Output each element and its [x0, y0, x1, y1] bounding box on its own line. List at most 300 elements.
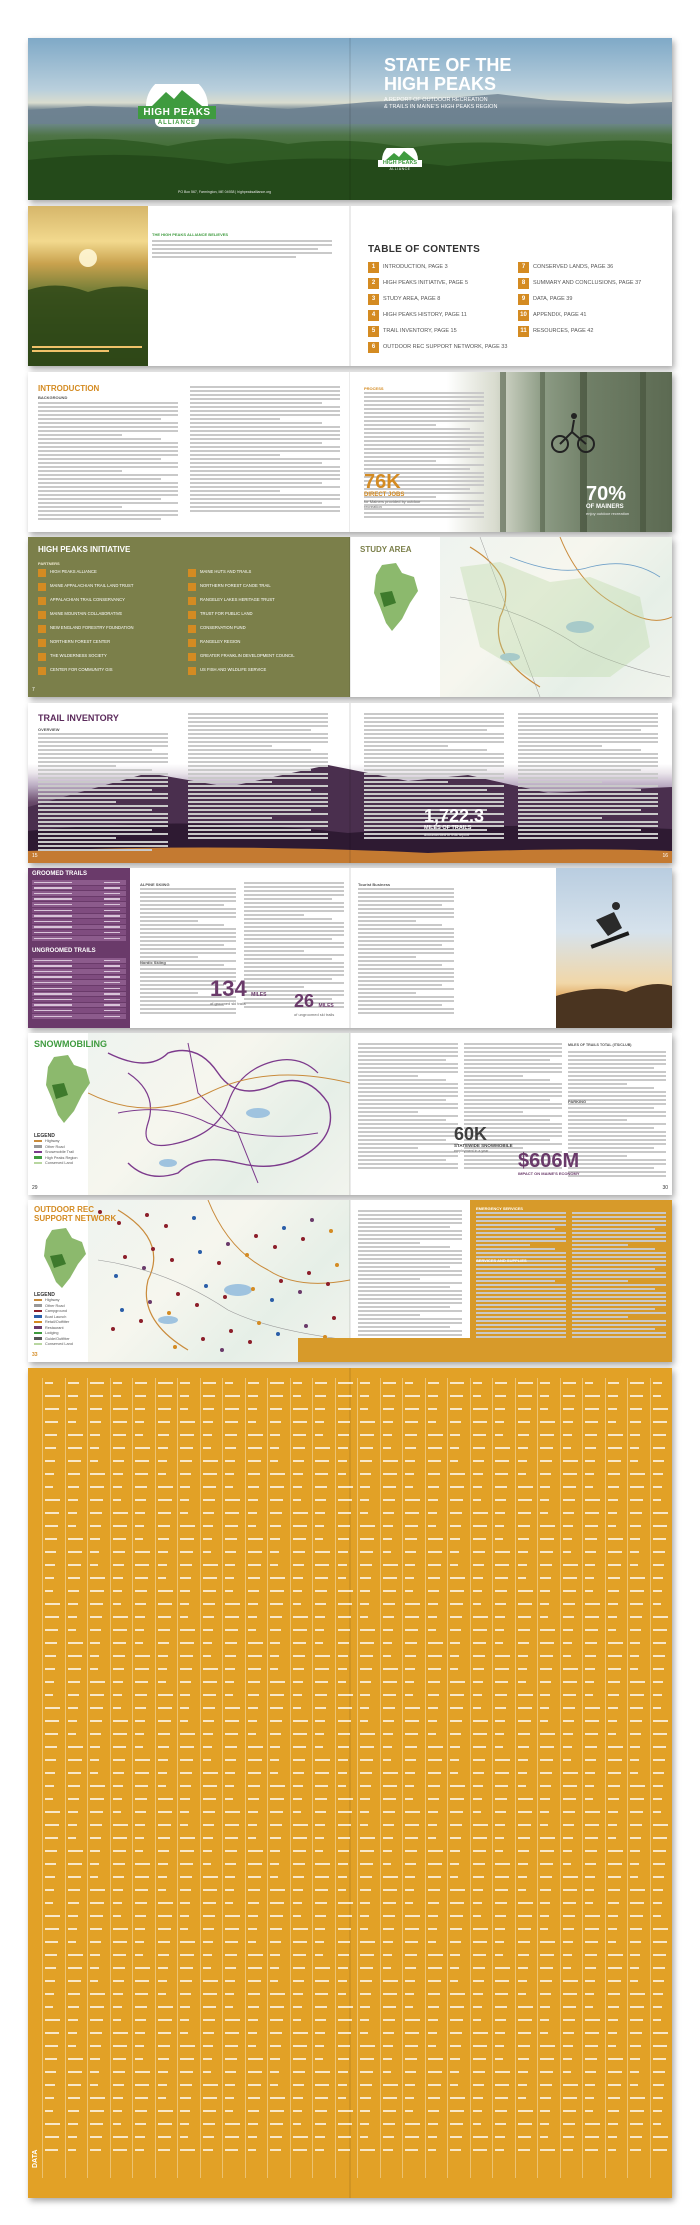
data-cell [248, 1889, 260, 1891]
data-cell [495, 2058, 503, 2060]
body-text-line [244, 910, 344, 912]
body-text-line [364, 769, 487, 771]
data-cell [203, 1525, 213, 1527]
trail-title: TRAIL INVENTORY [38, 713, 119, 723]
data-cell [630, 2097, 645, 2099]
data-cell [270, 1954, 280, 1956]
body-text-line [38, 733, 168, 735]
body-text-line [358, 1298, 462, 1300]
data-cell [428, 1499, 438, 1501]
data-cell [315, 2123, 326, 2125]
data-cell [90, 1863, 99, 1865]
data-cell [360, 1564, 372, 1566]
data-cell [90, 1603, 103, 1605]
data-cell [270, 1460, 278, 1462]
data-cell [315, 1980, 329, 1982]
partner-number [188, 569, 196, 577]
data-cell [203, 2110, 216, 2112]
data-cell [158, 2058, 169, 2060]
data-cell [653, 1837, 667, 1839]
data-cell [180, 1603, 189, 1605]
support-spread [28, 1200, 672, 1362]
body-text-line [364, 440, 484, 442]
intro-stat2-label: OF MAINERS [586, 504, 624, 510]
body-text-line [464, 1115, 562, 1117]
body-text-line [476, 1304, 566, 1306]
data-cell [518, 1811, 532, 1813]
body-text-line [464, 1075, 523, 1077]
data-cell [293, 1473, 303, 1475]
body-text-line [464, 1095, 562, 1097]
data-cell [113, 1655, 125, 1657]
data-cell [45, 2097, 54, 2099]
data-cell [653, 2084, 664, 2086]
body-text-line [38, 837, 116, 839]
trail-stat [424, 807, 484, 837]
body-text-line [572, 1312, 666, 1314]
data-cell [225, 1616, 239, 1618]
data-cell [473, 1473, 483, 1475]
data-cell [135, 1720, 145, 1722]
data-cell [585, 1486, 593, 1488]
data-cell [495, 2019, 506, 2021]
data-cell [203, 1863, 211, 1865]
data-cell [473, 1837, 487, 1839]
data-cell [203, 1564, 218, 1566]
data-cell [563, 1382, 576, 1384]
body-text-line [358, 900, 454, 902]
body-text-line [464, 1083, 562, 1085]
data-cell [608, 1525, 616, 1527]
data-cell [360, 2019, 369, 2021]
data-cell [383, 1837, 393, 1839]
toc-item [518, 278, 664, 292]
body-text-line [568, 1159, 666, 1161]
body-text-line [568, 1167, 654, 1169]
data-cell [428, 1863, 442, 1865]
body-text-line [476, 1220, 566, 1222]
data-cell [203, 1772, 218, 1774]
table-cell [34, 887, 72, 889]
data-cell [473, 2136, 488, 2138]
data-cell [540, 1707, 549, 1709]
data-cell [135, 1564, 149, 1566]
data-cell [450, 1811, 463, 1813]
table-cell [104, 976, 120, 978]
body-text-line [518, 821, 658, 823]
body-text-line [476, 1280, 555, 1282]
data-cell [540, 1785, 551, 1787]
data-cell [113, 1837, 127, 1839]
trail-col4-text [518, 713, 658, 841]
data-cell [653, 1980, 664, 1982]
data-cell [563, 1590, 576, 1592]
data-cell [450, 1629, 461, 1631]
data-cell [68, 1733, 76, 1735]
data-cell [383, 1460, 398, 1462]
support-title-line1: OUTDOOR REC [34, 1205, 94, 1214]
data-cell [563, 1863, 571, 1865]
data-cell [315, 1759, 330, 1761]
body-text-line [568, 1135, 666, 1137]
data-cell [405, 2006, 413, 2008]
data-cell [90, 1837, 101, 1839]
data-cell [203, 1902, 216, 1904]
initiative-title: HIGH PEAKS INITIATIVE [38, 545, 131, 554]
body-text-line [358, 1012, 454, 1014]
body-text-line [568, 1139, 666, 1141]
body-text-line [518, 717, 658, 719]
toc-item [368, 262, 514, 276]
data-cell [135, 1759, 150, 1761]
data-cell [585, 1889, 594, 1891]
data-cell [158, 1512, 171, 1514]
data-cell [270, 2149, 281, 2151]
data-cell [113, 2006, 122, 2008]
map-pin-icon [282, 1226, 286, 1230]
body-text-line [358, 952, 454, 954]
table-cell [104, 904, 120, 906]
body-text-line [358, 996, 454, 998]
data-cell [383, 1824, 394, 1826]
data-cell [360, 1603, 369, 1605]
data-cell [585, 1395, 600, 1397]
data-cell [540, 2032, 548, 2034]
data-cell [495, 1564, 509, 1566]
body-text-line [38, 749, 152, 751]
data-cell [203, 1538, 212, 1540]
data-cell [158, 1772, 167, 1774]
data-cell [293, 1629, 307, 1631]
partner-label: NORTHERN FOREST CANOE TRAIL [200, 583, 271, 588]
table-cell [34, 988, 72, 990]
data-cell [248, 1499, 258, 1501]
body-text-line [568, 1087, 654, 1089]
body-text-line [572, 1276, 666, 1278]
data-cell [630, 1590, 644, 1592]
body-text-line [358, 972, 454, 974]
data-cell [45, 1811, 60, 1813]
body-text-line [476, 1320, 555, 1322]
body-text-line [572, 1260, 666, 1262]
toc-item-number: 2 [368, 278, 379, 289]
data-cell [630, 1499, 643, 1501]
body-text-line [38, 845, 168, 847]
body-text-line [358, 1043, 458, 1045]
data-cell [135, 1824, 145, 1826]
data-cell [405, 1876, 415, 1878]
body-text-line [364, 416, 484, 418]
data-cell [608, 1876, 621, 1878]
data-cell [293, 1655, 305, 1657]
toc-item-label: HIGH PEAKS INITIATIVE, PAGE 5 [383, 280, 469, 286]
data-cell [473, 1655, 485, 1657]
mountain-logo-icon [142, 84, 212, 106]
data-cell [540, 1655, 553, 1657]
data-cell [338, 1837, 350, 1839]
data-cell [158, 2032, 171, 2034]
data-cell [293, 2045, 307, 2047]
partner-label: CONSERVATION FUND [200, 625, 246, 630]
data-cell [90, 1876, 98, 1878]
data-cell [540, 2045, 555, 2047]
data-cell [563, 2058, 572, 2060]
data-cell [338, 1980, 347, 1982]
data-cell [585, 1993, 594, 1995]
body-text-line [38, 486, 178, 488]
data-cell [113, 1720, 128, 1722]
data-cell [68, 1551, 82, 1553]
table-row [32, 969, 126, 974]
data-cell [225, 1993, 234, 1995]
data-cell [158, 1499, 172, 1501]
body-text-line [38, 761, 168, 763]
data-cell [495, 1473, 508, 1475]
data-cell [450, 1382, 464, 1384]
data-cell [608, 2123, 618, 2125]
body-text-line [568, 1091, 666, 1093]
data-cell [653, 1577, 663, 1579]
data-cell [293, 1525, 307, 1527]
data-cell [450, 1746, 460, 1748]
body-text-line [364, 713, 504, 715]
body-text-line [358, 1163, 458, 1165]
data-cell [428, 1382, 439, 1384]
table-cell [104, 887, 120, 889]
data-cell [270, 2006, 284, 2008]
body-text-line [568, 1111, 666, 1113]
data-cell [405, 1538, 417, 1540]
data-cell [338, 1759, 348, 1761]
data-cell [653, 2006, 662, 2008]
data-cell [630, 1512, 642, 1514]
data-cell [473, 2006, 482, 2008]
data-cell [90, 1902, 104, 1904]
body-text-line [464, 1059, 550, 1061]
data-cell [90, 1824, 102, 1826]
toc-right-page [350, 206, 672, 366]
table-row [32, 936, 126, 941]
body-text-line [364, 781, 448, 783]
data-cell [158, 1928, 171, 1930]
body-text-line [140, 908, 236, 910]
data-cell [135, 1850, 143, 1852]
body-text-line [140, 1008, 236, 1010]
data-cell [90, 1746, 100, 1748]
data-cell [248, 1421, 256, 1423]
body-text-line [188, 729, 311, 731]
body-text-line [568, 1071, 666, 1073]
data-cell [270, 1993, 285, 1995]
body-text-line [364, 516, 484, 518]
data-cell [270, 1616, 282, 1618]
data-cell [90, 1980, 98, 1982]
table-row [32, 992, 126, 997]
data-cell [293, 1733, 307, 1735]
body-text-line [190, 446, 340, 448]
data-cell [135, 2032, 145, 2034]
data-cell [360, 1785, 371, 1787]
body-text-line [358, 1159, 446, 1161]
data-cell [653, 1694, 662, 1696]
data-cell [450, 1993, 465, 1995]
data-cell [248, 1681, 260, 1683]
data-cell [405, 1642, 417, 1644]
data-cell [113, 2097, 123, 2099]
data-cell [90, 1655, 99, 1657]
data-cell [540, 1863, 553, 1865]
data-cell [405, 1525, 418, 1527]
data-cell [653, 1772, 664, 1774]
data-cell [315, 1447, 330, 1449]
map-pin-icon [329, 1229, 333, 1233]
data-cell [315, 1772, 329, 1774]
body-text-line [38, 458, 161, 460]
data-cell [495, 1720, 505, 1722]
table-cell [104, 926, 120, 928]
data-cell [135, 1811, 146, 1813]
data-cell [90, 1993, 105, 1995]
data-cell [608, 1382, 619, 1384]
data-cell [45, 1434, 57, 1436]
data-cell [428, 1538, 443, 1540]
table-cell [34, 1016, 72, 1018]
data-cell [653, 1902, 662, 1904]
data-cell [495, 1538, 503, 1540]
data-cell [135, 2097, 148, 2099]
body-text-line [358, 1008, 454, 1010]
body-text-line [188, 825, 328, 827]
data-cell [383, 1447, 391, 1449]
toc-item [518, 294, 664, 308]
legend-swatch [34, 1321, 42, 1324]
snow-page-left: 29 [32, 1185, 38, 1191]
data-cell [90, 1564, 98, 1566]
data-cell [68, 1629, 76, 1631]
data-cell [293, 1954, 306, 1956]
data-cell [518, 1603, 532, 1605]
body-text-line [476, 1308, 566, 1310]
body-text-line [244, 890, 344, 892]
data-cell [428, 1928, 437, 1930]
legend-label: Highway [45, 1298, 60, 1302]
data-cell [248, 1811, 258, 1813]
data-cell [225, 2149, 238, 2151]
body-text-line [572, 1304, 666, 1306]
data-cell [135, 1460, 149, 1462]
data-cell [68, 1590, 79, 1592]
data-cell [563, 2149, 573, 2151]
body-text-line [358, 1262, 462, 1264]
body-text-line [358, 1302, 462, 1304]
data-cell [630, 1993, 645, 1995]
data-cell [68, 1941, 76, 1943]
body-text-line [188, 821, 328, 823]
data-cell [360, 1954, 374, 1956]
table-row [32, 897, 126, 902]
map-pin-icon [145, 1213, 149, 1217]
body-text-line [364, 753, 504, 755]
data-cell [90, 1694, 104, 1696]
data-cell [113, 1824, 128, 1826]
data-cell [158, 1707, 172, 1709]
data-cell [495, 1655, 510, 1657]
data-cell [540, 2071, 553, 2073]
body-text-line [244, 930, 344, 932]
data-cell [113, 1876, 124, 1878]
data-cell [653, 1473, 663, 1475]
data-cell [450, 2019, 463, 2021]
data-cell [158, 1915, 172, 1917]
data-cell [630, 1915, 643, 1917]
data-cell [653, 1395, 661, 1397]
body-text-line [572, 1224, 666, 1226]
data-cell [158, 1577, 166, 1579]
body-text-line [358, 1127, 458, 1129]
data-cell [45, 1499, 60, 1501]
body-text-line [364, 765, 504, 767]
body-text-line [464, 1111, 523, 1113]
body-text-line [364, 404, 484, 406]
data-cell [360, 1512, 368, 1514]
body-text-line [190, 482, 322, 484]
body-text-line [364, 428, 470, 430]
body-text-line [572, 1296, 666, 1298]
data-cell [450, 1486, 464, 1488]
table-cell [104, 938, 120, 940]
data-cell [518, 1395, 532, 1397]
body-text-line [140, 892, 236, 894]
data-cell [113, 2149, 127, 2151]
data-cell [45, 1551, 56, 1553]
data-cell [315, 1902, 327, 1904]
data-cell [68, 1460, 81, 1462]
body-text-line [358, 1314, 420, 1316]
data-cell [293, 1889, 303, 1891]
table-cell [104, 993, 120, 995]
data-cell [473, 2097, 483, 2099]
body-text-line [140, 932, 236, 934]
support-title-line2: SUPPORT NETWORK [34, 1214, 117, 1223]
data-cell [248, 2123, 258, 2125]
map-pin-icon [226, 1242, 230, 1246]
data-cell [630, 1551, 639, 1553]
data-cell [203, 2006, 216, 2008]
body-text-line [190, 390, 340, 392]
data-cell [68, 1434, 83, 1436]
body-text-line [38, 518, 161, 520]
data-cell [315, 2019, 326, 2021]
data-cell [338, 2097, 346, 2099]
body-text-line [358, 956, 416, 958]
data-cell [338, 1551, 348, 1553]
body-text-line [476, 1232, 566, 1234]
data-cell [653, 1681, 663, 1683]
body-text-line [140, 956, 198, 958]
legend-swatch [34, 1304, 42, 1307]
body-text-line [476, 1212, 566, 1214]
data-cell [270, 1629, 281, 1631]
data-cell [338, 1785, 346, 1787]
data-cell [203, 2084, 218, 2086]
body-text-line [140, 968, 236, 970]
data-cell [540, 1941, 555, 1943]
data-cell [540, 1629, 555, 1631]
data-cell [225, 2136, 239, 2138]
data-cell [608, 1408, 617, 1410]
data-cell [203, 2058, 212, 2060]
data-cell [248, 1954, 263, 1956]
